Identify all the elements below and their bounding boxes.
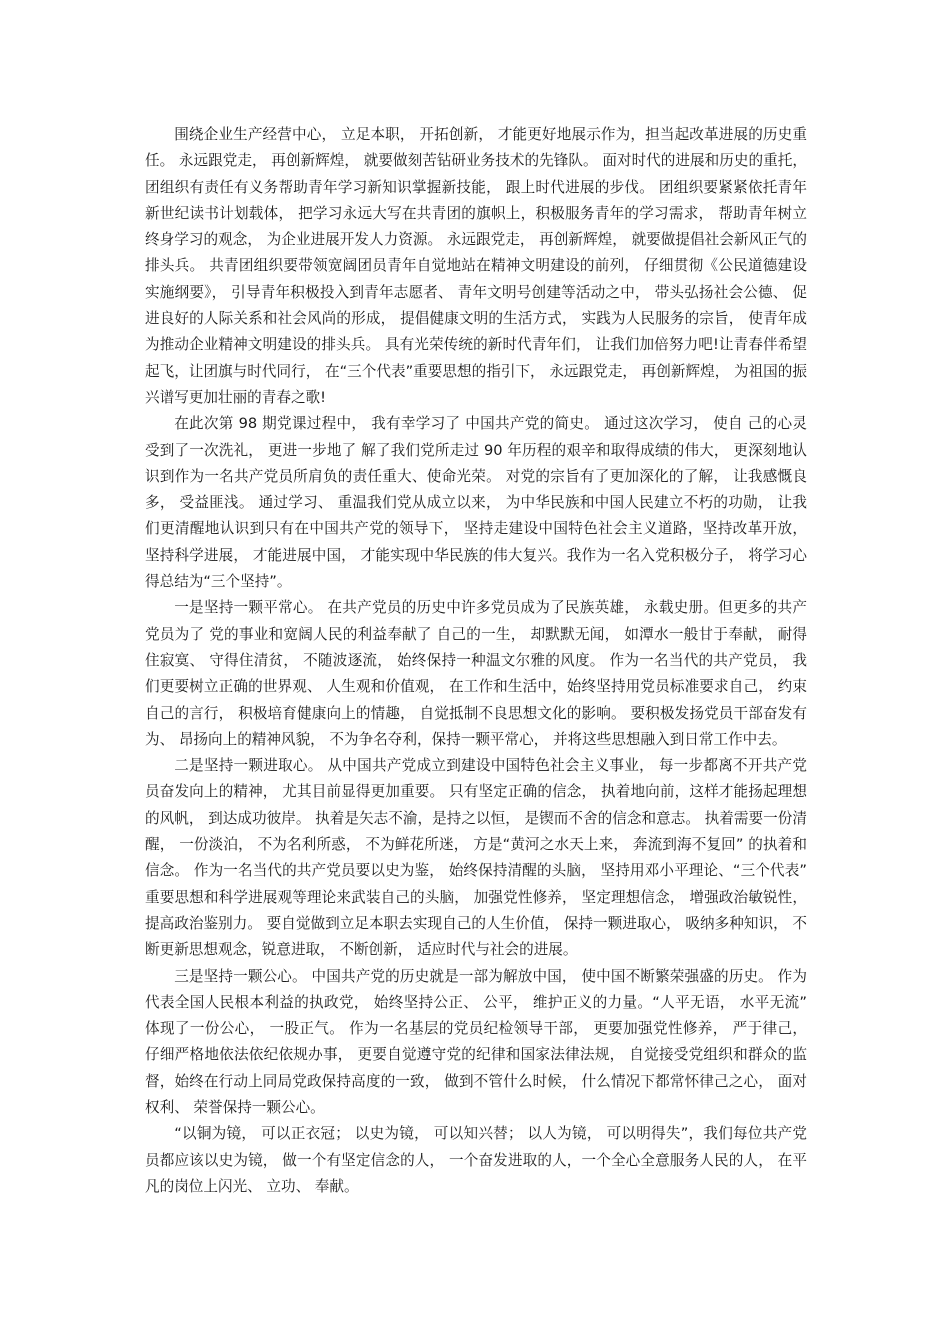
paragraph-youth-league: 围绕企业生产经营中心， 立足本职， 开拓创新， 才能更好地展示作为，担当起改革进展的历史重任。 永远跟党走， 再创新辉煌， 就要做刻苦钻研业务技术的先锋队。 面对时代的进展和历史的重托， 团组织有责任有义务帮助青年学习新知识掌握新技能， 跟上时代进展的步伐。 团组织要紧紧依托青年新世纪读书计划载体， 把学习永远大写在共青团的旗帜上，积极服务青年的学习需求， 帮助青年树立终身学习的观念， 为企业进展开发人力资源。 永远跟党走， 再创新辉煌， 就要做提倡社会新风正气的排头兵。 共青团组织要带领宽阔团员青年自觉地站在精神文明建设的前列， 仔细贯彻《公民道德建设实施纲要》， 引导青年积极投入到青年志愿者、 青年文明号创建等活动之中， 带头弘扬社会公德、 促进良好的人际关系和社会风尚的形成， 提倡健康文明的生活方式， 实践为人民服务的宗旨， 使青年成为推动企业精神文明建设的排头兵。 具有光荣传统的新时代青年们， 让我们加倍努力吧!让青春伴希望起飞，让团旗与时代同行， 在“三个代表”重要思想的指引下， 永远跟党走， 再创新辉煌， 为祖国的振兴谱写更加壮丽的青春之歌! <box>145 126 807 406</box>
paragraph-ordinary-heart: 一是坚持一颗平常心。 在共产党员的历史中许多党员成为了民族英雄， 永载史册。但更多的共产党员为了 党的事业和宽阔人民的利益奉献了 自己的一生， 却默默无闻， 如潭水一般甘于奉献， 耐得住寂寞、 守得住清贫， 不随波逐流， 始终保持一种温文尔雅的风度。 作为一名当代的共产党员， 我们更要树立正确的世界观、 人生观和价值观， 在工作和生活中，始终坚持用党员标准要求自己， 约束自己的言行， 积极培育健康向上的情趣， 自觉抵制不良思想文化的影响。 要积极发扬党员干部奋发有为、 昂扬向上的精神风貌， 不为争名夺利，保持一颗平常心， 并将这些思想融入到日常工作中去。 <box>145 599 807 748</box>
paragraph-enterprising-heart: 二是坚持一颗进取心。 从中国共产党成立到建设中国特色社会主义事业， 每一步都离不开共产党员奋发向上的精神， 尤其目前显得更加重要。 只有坚定正确的信念， 执着地向前，这样才能扬起理想的风帆， 到达成功彼岸。 执着是矢志不渝，是持之以恒， 是锲而不舍的信念和意志。 执着需要一份清醒， 一份淡泊， 不为名利所惑， 不为鲜花所迷， 方是“黄河之水天上来， 奔流到海不复回” 的执着和信念。 作为一名当代的共产党员要以史为鉴， 始终保持清醒的头脑， 坚持用邓小平理论、“三个代表” 重要思想和科学进展观等理论来武装自己的头脑， 加强党性修养， 坚定理想信念， 增强政治敏锐性， 提高政治鉴别力。 要自觉做到立足本职去实现自己的人生价值， 保持一颗进取心， 吸纳多种知识， 不断更新思想观念，锐意进取， 不断创新， 适应时代与社会的进展。 <box>145 757 807 959</box>
document-body <box>145 122 807 1200</box>
paragraph-public-heart: 三是坚持一颗公心。 中国共产党的历史就是一部为解放中国， 使中国不断繁荣强盛的历史。 作为代表全国人民根本利益的执政党， 始终坚持公正、 公平， 维护正义的力量。“人平无语， 水平无流” 体现了一份公心， 一股正气。 作为一名基层的党员纪检领导干部， 更要加强党性修养， 严于律己， 仔细严格地依法依纪依规办事， 更要自觉遵守党的纪律和国家法律法规， 自觉接受党组织和群众的监督，始终在行动上同局党政保持高度的一致， 做到不管什么时候， 什么情况下都常怀律己之心， 面对权利、 荣誉保持一颗公心。 <box>145 967 807 1116</box>
paragraph-party-lesson: 在此次第 98 期党课过程中， 我有幸学习了 中国共产党的简史。 通过这次学习， 使自 己的心灵受到了一次洗礼， 更进一步地了 解了我们党所走过 90 年历程的艰辛和取得成绩的伟大， 更深刻地认识到作为一名共产党员所肩负的责任重大、使命光荣。 对党的宗旨有了更加深化的了解， 让我感慨良多， 受益匪浅。 通过学习、 重温我们党从成立以来， 为中华民族和中国人民建立不朽的功勋， 让我们更清醒地认识到只有在中国共产党的领导下， 坚持走建设中国特色社会主义道路，坚持改革开放， 坚持科学进展， 才能进展中国， 才能实现中华民族的伟大复兴。我作为一名入党积极分子， 将学习心得总结为“三个坚持”。 <box>145 415 807 591</box>
paragraph-conclusion: “以铜为镜， 可以正衣冠； 以史为镜， 可以知兴替； 以人为镜， 可以明得失”，我们每位共产党员都应该以史为镜， 做一个有坚定信念的人， 一个奋发进取的人，一个全心全意服务人民的人， 在平凡的岗位上闪光、 立功、 奉献。 <box>145 1125 807 1195</box>
